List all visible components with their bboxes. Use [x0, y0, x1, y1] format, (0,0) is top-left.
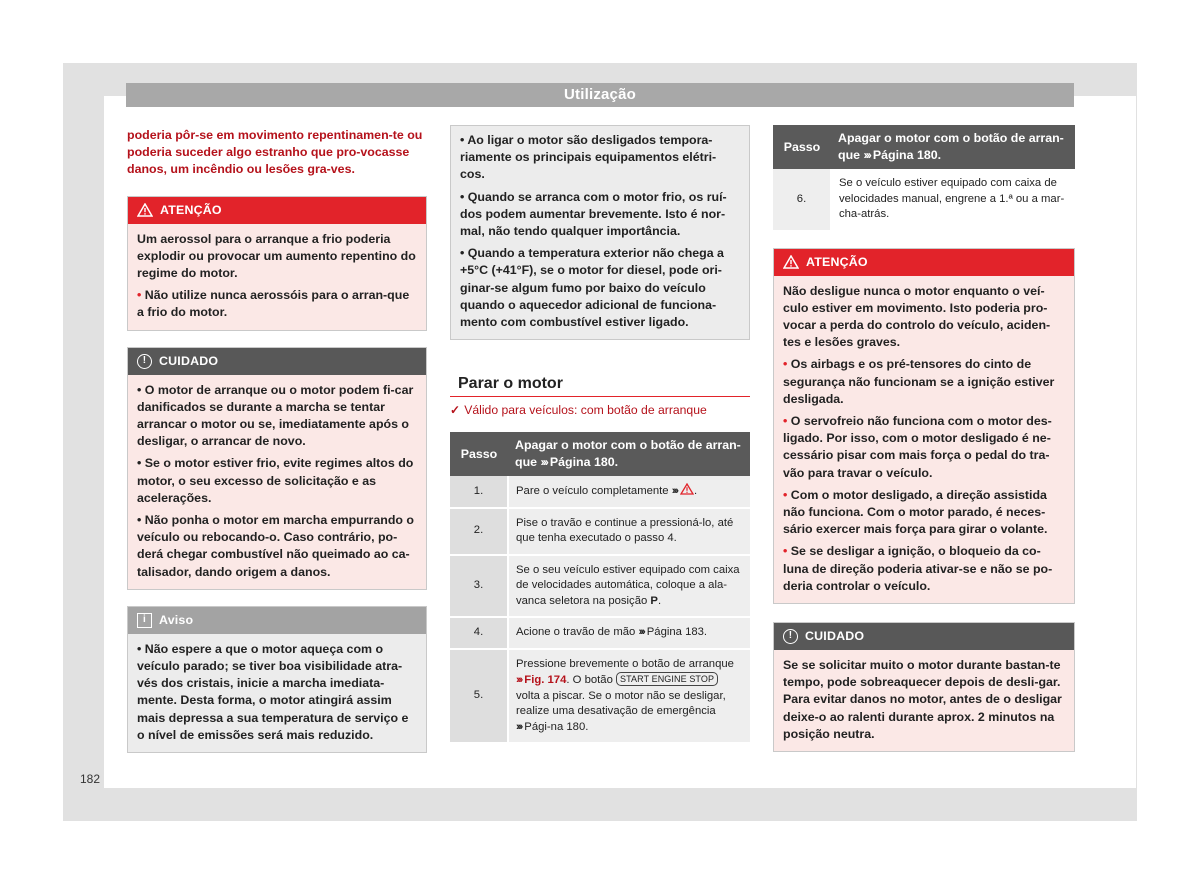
- column-header-step: Passo: [450, 432, 508, 476]
- note-item: • Não espere a que o motor aqueça com o veículo parado; se tiver boa visibilidade atra-vés dos cristais, inicie a marcha imediata-mente. Desta forma, o motor atingirá assim mais depressa a sua temperatura de serviço e o nível de emissões será mais reduzido.: [137, 641, 409, 742]
- table-header-row: [773, 125, 1075, 169]
- steps-table-continued: [773, 125, 1075, 232]
- column-header-action: Apagar o motor com o botão de arran-que ››› Página 180.: [831, 125, 1075, 169]
- column-2: [450, 125, 750, 744]
- note-title: Aviso: [159, 613, 194, 628]
- step-number: 3.: [450, 555, 508, 618]
- caution-item: • O motor de arranque ou o motor podem fi-car danificados se durante a marcha se tentar arrancar o motor ou se, imediatamente após o desligar, o arrancar de novo.: [137, 382, 414, 449]
- attention-bullet: • Se se desligar a ignição, o bloqueio da co-luna de direção poderia ativar-se e não se po-deria controlar o veículo.: [783, 544, 1053, 593]
- attention-bullet: • Os airbags e os pré-tensores do cinto de segurança não funcionam se a ignição estiver desligada.: [783, 357, 1055, 406]
- attention-text: Não desligue nunca o motor enquanto o veí-culo estiver em movimento. Isto poderia pro-vocar a perda do controlo do veículo, aciden-tes e lesões graves.: [783, 283, 1051, 350]
- column-1: [127, 125, 427, 753]
- column-3: [773, 125, 1075, 752]
- attention-header: [774, 249, 1074, 276]
- attention-box: [773, 248, 1075, 604]
- header-bar: [126, 83, 1074, 107]
- step-text: Acione o travão de mão ››› Página 183.: [508, 617, 750, 649]
- warning-triangle-icon: [137, 203, 153, 217]
- exclamation-circle-icon: !: [783, 629, 798, 644]
- validity-text: Válido para veículos: com botão de arranque: [464, 403, 707, 418]
- attention-body: [128, 224, 426, 330]
- column-header-action: Apagar o motor com o botão de arran-que ››› Página 180.: [508, 432, 750, 476]
- attention-title: ATENÇÃO: [806, 255, 868, 269]
- chevron-right-icon: ›››: [540, 455, 547, 470]
- info-item: • Quando se arranca com o motor frio, os ruí-dos podem aumentar brevemente. Isto é nor-mal, não tendo qualquer importância.: [460, 189, 727, 239]
- caution-item: • Se o motor estiver frio, evite regimes altos do motor, o seu excesso de solicitação e as acelerações.: [137, 456, 414, 505]
- info-list-box: [450, 125, 750, 340]
- attention-title: ATENÇÃO: [160, 203, 222, 218]
- step-number: 6.: [773, 169, 831, 231]
- column-header-step: Passo: [773, 125, 831, 169]
- page-reference-link[interactable]: Página 183.: [646, 626, 708, 639]
- table-row: [450, 555, 750, 618]
- chevron-right-icon: ›››: [516, 720, 522, 733]
- chevron-right-icon: ›››: [638, 626, 644, 639]
- info-list-body: [451, 126, 749, 339]
- figure-reference-link[interactable]: Fig. 174: [524, 674, 567, 687]
- step-text: Pise o travão e continue a pressioná-lo, até que tenha executado o passo 4.: [508, 508, 750, 555]
- start-engine-stop-key: START ENGINE STOP: [616, 672, 718, 686]
- step-text: Se o seu veículo estiver equipado com caixa de velocidades automática, coloque a ala-vanca seletora na posição P.: [508, 555, 750, 618]
- table-row: [450, 649, 750, 744]
- table-row: [773, 169, 1075, 231]
- caution-header: [774, 623, 1074, 650]
- note-header: [128, 607, 426, 634]
- step-number: 5.: [450, 649, 508, 744]
- warning-triangle-icon: [783, 255, 799, 269]
- chevron-right-icon: ›››: [671, 485, 678, 498]
- caution-box: [773, 622, 1075, 752]
- intro-text: poderia pôr-se em movimento repentinamen-te ou poderia suceder algo estranho que pro-vocasse danos, um incêndio ou lesões gra-ves.: [127, 128, 423, 177]
- step-number: 2.: [450, 508, 508, 555]
- caution-title: CUIDADO: [159, 354, 219, 369]
- info-icon: i: [137, 613, 152, 628]
- info-item: • Ao ligar o motor são desligados tempora-riamente os principais equipamentos elétri-cos.: [460, 133, 717, 182]
- section-title: Parar o motor: [450, 375, 750, 397]
- table-row: [450, 508, 750, 555]
- caution-body: [128, 375, 426, 589]
- attention-bullet: • O servofreio não funciona com o motor des-ligado. Por isso, com o motor desligado é ne-cessário pisar com mais força o pedal do tra-vão para travar o veículo.: [783, 413, 1052, 480]
- table-row: [450, 617, 750, 649]
- caution-box: [127, 347, 427, 590]
- step-text: Pressione brevemente o botão de arranque ››› Fig. 174. O botão START ENGINE STOP volta a piscar. Se o motor não se desligar, realize uma desativação de emergência ››› Pági-na 180.: [508, 649, 750, 744]
- chevron-right-icon: ›››: [863, 148, 870, 162]
- attention-bullet: • Com o motor desligado, a direção assistida não funciona. Com o motor parado, é neces-sário exercer mais força para girar o volante.: [783, 487, 1048, 537]
- warning-triangle-icon: [680, 483, 694, 495]
- table-header-row: [450, 432, 750, 476]
- exclamation-circle-icon: !: [137, 354, 152, 369]
- caution-item: • Não ponha o motor em marcha empurrando o veículo ou rebocando-o. Caso contrário, po-derá chegar combustível não queimado ao ca-talisador, dando origem a danos.: [137, 513, 414, 579]
- attention-bullet: • Não utilize nunca aerossóis para o arran-que a frio do motor.: [137, 288, 410, 320]
- attention-text: Um aerossol para o arranque a frio poderia explodir ou provocar um aumento repentino do regime do motor.: [137, 231, 416, 281]
- caution-title: CUIDADO: [805, 629, 865, 644]
- note-box: [127, 606, 427, 753]
- step-number: 4.: [450, 617, 508, 649]
- caution-header: [128, 348, 426, 375]
- page-number: 182: [80, 772, 101, 786]
- validity-line: [450, 403, 750, 417]
- attention-header: [128, 197, 426, 224]
- note-body: [128, 634, 426, 752]
- page-title: Utilização: [563, 86, 637, 103]
- step-text: Se o veículo estiver equipado com caixa de velocidades manual, engrene a 1.ª ou a mar-cha-atrás.: [831, 169, 1075, 231]
- check-icon: ✓: [450, 403, 461, 418]
- attention-box: [127, 196, 427, 331]
- info-item: • Quando a temperatura exterior não chega a +5°C (+41°F), se o motor for diesel, pode ori-ginar-se algum fumo por baixo do veículo quando o aquecedor adicional de funciona-mento com combustível estiver ligado.: [460, 246, 724, 330]
- step-number: 1.: [450, 476, 508, 508]
- step-text: Pare o veículo completamente ››› .: [508, 476, 750, 508]
- chevron-right-icon: ›››: [516, 674, 522, 687]
- caution-body: [774, 650, 1074, 751]
- caution-text: Se se solicitar muito o motor durante bastan-te tempo, pode sobreaquecer depois de desli-gar. Para evitar danos no motor, antes de o desligar deixe-o ao ralenti durante aprox. 2 minutos na posição neutra.: [783, 657, 1062, 741]
- attention-body: [774, 276, 1074, 603]
- steps-table: [450, 432, 750, 744]
- table-row: [450, 476, 750, 508]
- page-reference-link[interactable]: Pági-na 180.: [524, 720, 589, 733]
